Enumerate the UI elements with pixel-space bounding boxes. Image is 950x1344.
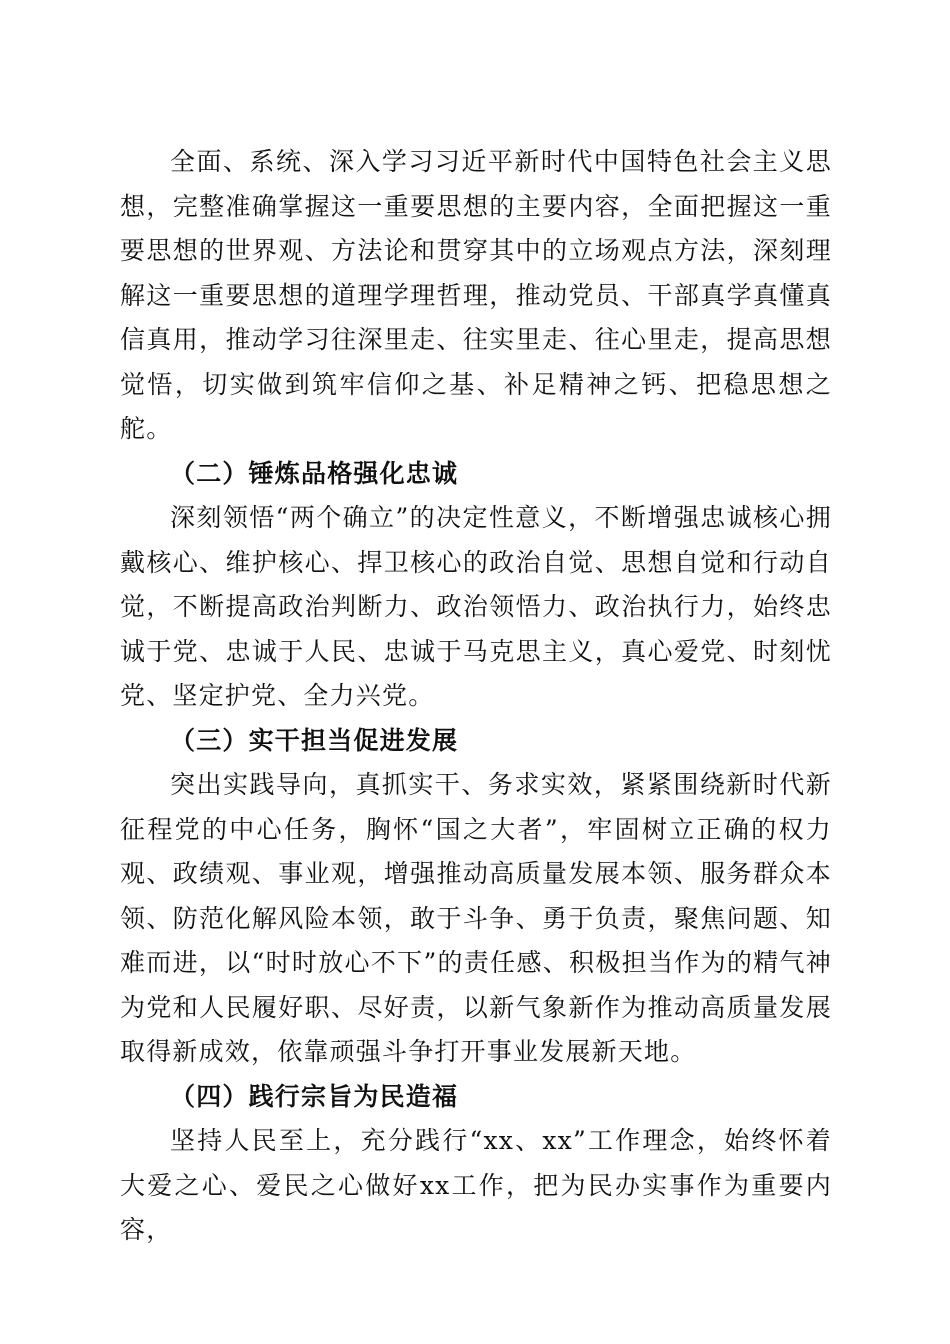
paragraph-development: 突出实践导向，真抓实干、务求实效，紧紧围绕新时代新征程党的中心任务，胸怀“国之大者”，牢固树立正确的权力观、政绩观、事业观，增强推动高质量发展本领、服务群众本领、防范化解风险本领，敢于斗争、勇于负责，聚焦问题、知难而进，以“时时放心不下”的责任感、积极担当作为的精气神为党和人民履好职、尽好责，以新气象新作为推动高质量发展取得新成效，依靠顽强斗争打开事业发展新天地。 <box>120 770 832 1066</box>
paragraph-people: 坚持人民至上，充分践行“xx、xx”工作理念，始终怀着大爱之心、爱民之心做好xx工作，把为民办实事作为重要内容， <box>120 1126 832 1244</box>
paragraph-study-thought: 全面、系统、深入学习习近平新时代中国特色社会主义思想，完整准确掌握这一重要思想的主要内容，全面把握这一重要思想的世界观、方法论和贯穿其中的立场观点方法，深刻理解这一重要思想的道理学理哲理，推动党员、干部真学真懂真信真用，推动学习往深里走、往实里走、往心里走，提高思想觉悟，切实做到筑牢信仰之基、补足精神之钙、把稳思想之舵。 <box>120 147 832 443</box>
heading-loyalty: （二）锤炼品格强化忠诚 <box>170 458 459 488</box>
paragraph-loyalty: 深刻领悟“两个确立”的决定性意义，不断增强忠诚核心拥戴核心、维护核心、捍卫核心的政治自觉、思想自觉和行动自觉，不断提高政治判断力、政治领悟力、政治执行力，始终忠诚于党、忠诚于人民、忠诚于马克思主义，真心爱党、时刻忧党、坚定护党、全力兴党。 <box>120 503 832 710</box>
heading-development: （三）实干担当促进发展 <box>170 725 459 755</box>
document-body <box>120 140 832 1253</box>
heading-people: （四）践行宗旨为民造福 <box>170 1081 459 1111</box>
